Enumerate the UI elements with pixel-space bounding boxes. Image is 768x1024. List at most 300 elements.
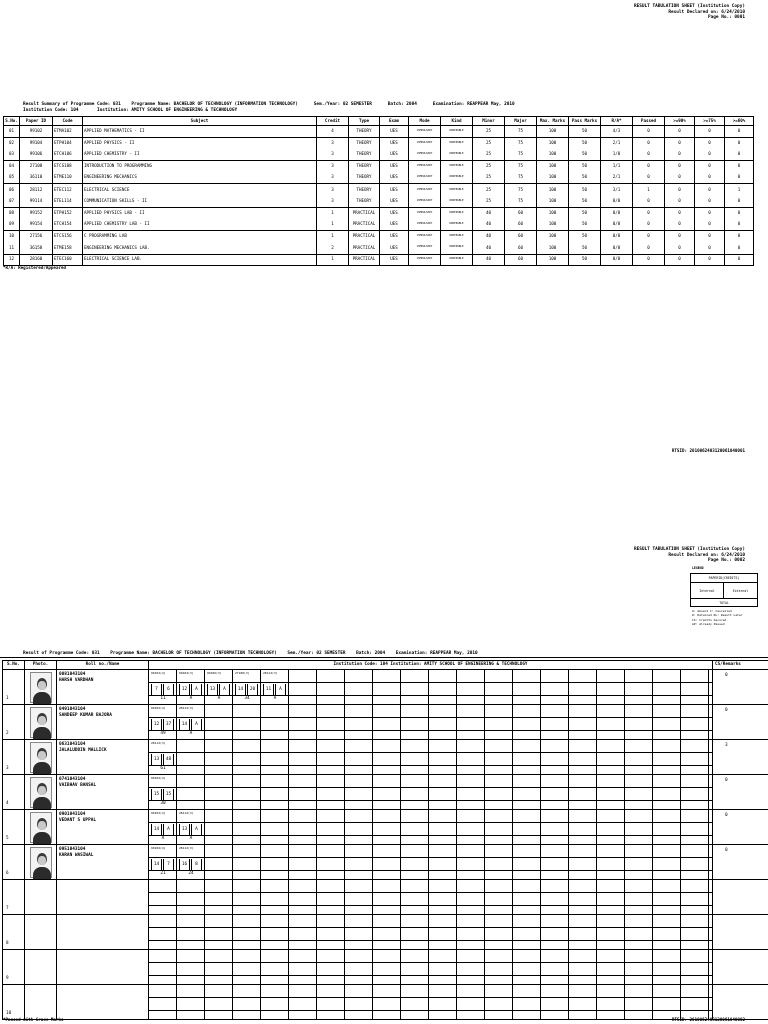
paper-id: 28112(3) [263,671,278,675]
serial-number: 9 [6,976,9,982]
grid-column [569,740,597,775]
marks-grid [149,845,713,880]
grid-column [653,915,681,950]
col-photo: Photo. [25,661,57,670]
summary-cell: ETME110 [53,172,83,184]
marks-cell [149,985,713,1020]
summary-cell: 0 [725,219,754,231]
paper-id: 99102(4) [151,706,166,710]
student-name: VAIBHAV BANSAL [59,782,97,788]
summary-cell: 25 [473,196,505,208]
page2-rtsid: RTSID: 2010062403120061040002 [671,1017,745,1022]
summary-cell: ETCH106 [53,149,83,161]
grid-column [373,740,401,775]
summary-cell: 0 [725,242,754,254]
summary-cell: 0 [633,207,665,219]
serial-number: 10 [6,1011,12,1017]
summary-cell: 1/0 [601,149,633,161]
grid-line [149,822,713,823]
photo-body-shape [33,832,51,844]
grid-column [485,915,513,950]
sno-cell [3,915,25,950]
cs-remarks-cell [713,740,768,775]
grid-column [429,950,457,985]
summary-cell: ENGINEERING MECHANICS [83,172,317,184]
summary-cell: PRACTICAL [349,219,380,231]
grid-column [541,985,569,1020]
total-marks: A [189,731,193,736]
photo-body-shape [33,692,51,704]
summary-cell: 100 [537,196,569,208]
marks-cell [149,705,713,740]
grid-column [513,810,541,845]
summary-cell: COMPULSORY [409,196,441,208]
grid-column [233,775,261,810]
photo-body-shape [33,727,51,739]
summary-col-header: Pass Marks [569,117,601,126]
marks-grid [149,880,713,915]
summary-cell: 100 [537,149,569,161]
grid-column [345,740,373,775]
grid-column [541,740,569,775]
summary-cell: 50 [569,126,601,138]
grid-column [401,985,429,1020]
grid-column [485,950,513,985]
summary-cell: 50 [569,231,601,243]
grid-column [177,880,205,915]
student-photo [30,812,52,843]
summary-cell: 25 [473,184,505,196]
summary-row [4,184,754,196]
grid-column [485,740,513,775]
roll-name [59,847,93,858]
grid-column [289,915,317,950]
summary-cell: 1/1 [601,161,633,173]
grid-column [373,950,401,985]
grid-column [485,705,513,740]
summary-cell: DROPPABLE [441,219,473,231]
external-marks: A [163,824,174,835]
summary-cell: 09 [4,219,20,231]
legend-external: External [732,589,749,593]
page2-header [634,547,745,564]
summary-cell: 1 [317,207,349,219]
internal-marks: 12 [179,684,190,695]
legend-notes [692,609,743,626]
grid-column [485,670,513,705]
paper-id: 99104(3) [179,671,194,675]
summary-cell: UES [380,161,409,173]
grid-column [345,950,373,985]
student-name: JALALUDDIN MALLICK [59,747,107,753]
photo-face-shape [38,716,46,725]
col-institution: Institution Code: 104 Institution: AMITY SCHOOL OF ENGINEERING & TECHNOLOGY [149,661,713,670]
marks-grid [149,915,713,950]
credits-secured: 0 [725,778,728,783]
grid-column [261,985,289,1020]
summary-cell: 28112 [20,184,53,196]
summary-cell: DROPPABLE [441,231,473,243]
summary-cell: 2/1 [601,172,633,184]
internal-marks: 16 [179,859,190,870]
summary-cell: ELECTRICAL SCIENCE LAB. [83,254,317,266]
grid-column [373,915,401,950]
summary-row [4,207,754,219]
summary-col-header: Minor [473,117,505,126]
grid-line [149,927,713,928]
summary-cell: 0 [665,172,695,184]
summary-cell: 03 [4,149,20,161]
grid-column [205,880,233,915]
grid-column [289,670,317,705]
grid-column [485,880,513,915]
serial-number: 5 [6,836,9,842]
tabulation-body [3,670,768,1020]
grid-column [485,845,513,880]
grid-line [149,717,713,718]
internal-marks: 11 [263,684,274,695]
roll-name-cell [57,845,149,880]
summary-cell: 99106 [20,149,53,161]
grid-column [429,810,457,845]
summary-cell: 0 [725,161,754,173]
summary-cell: DROPPABLE [441,242,473,254]
summary-cell: 50 [569,161,601,173]
grid-column [597,775,625,810]
legend-note: AP: Already Passed [692,622,725,627]
student-name: SANDEEP KUMAR BAJORA [59,712,112,718]
grid-column [373,775,401,810]
grid-column [205,985,233,1020]
grid-column [513,915,541,950]
roll-name [59,777,96,788]
photo-cell [25,740,57,775]
summary-cell: 28160 [20,254,53,266]
summary-cell: 1 [317,219,349,231]
summary-cell: PRACTICAL [349,254,380,266]
total-marks: 11 [160,696,166,701]
grid-column [261,775,289,810]
marks-cell [149,915,713,950]
photo-cell [25,670,57,705]
grid-column [569,845,597,880]
grid-column [317,880,345,915]
roll-name-cell [57,810,149,845]
summary-col-header: Max. Marks [537,117,569,126]
grid-column [373,670,401,705]
summary-cell: UES [380,231,409,243]
grid-column [569,705,597,740]
grid-column [681,705,709,740]
grid-column [541,775,569,810]
credits-secured: 3 [725,743,728,748]
external-marks: A [191,719,202,730]
summary-cell: DROPPABLE [441,196,473,208]
summary-cell: 01 [4,126,20,138]
grid-column [233,950,261,985]
serial-number: 3 [6,766,9,772]
grid-column [205,810,233,845]
paper-id: 27108(3) [235,671,250,675]
summary-cell: COMPULSORY [409,231,441,243]
summary-col-header: Type [349,117,380,126]
summary-cell: 75 [505,196,537,208]
summary-cell: 0 [665,126,695,138]
roll-number: 0741043104 [59,777,86,782]
grid-column [653,670,681,705]
summary-cell: 75 [505,137,537,149]
summary-cell: COMPULSORY [409,207,441,219]
summary-row [4,161,754,173]
summary-cell: 0 [633,196,665,208]
grid-column [233,985,261,1020]
grid-line [149,892,713,893]
paper-id: 99102(4) [151,811,166,815]
summary-cell: 0 [695,149,725,161]
page1-footnote: *R/A: Registered/Appeared [3,265,67,270]
grid-column [317,950,345,985]
credits-secured: 0 [725,813,728,818]
student-row [3,845,768,880]
grid-column [653,705,681,740]
grid-column [317,705,345,740]
summary-cell: ETCS156 [53,231,83,243]
grid-column [149,915,177,950]
grid-column [513,740,541,775]
external-marks: A [219,684,230,695]
summary-cell: 02 [4,137,20,149]
external-marks: A [191,684,202,695]
student-photo [30,777,52,808]
summary-cell: 0 [695,231,725,243]
summary-cell: 100 [537,207,569,219]
grid-column [401,950,429,985]
summary-cell: 0/0 [601,196,633,208]
marks-grid [149,985,713,1020]
grid-column [373,845,401,880]
legend-paper-head: PAPERID(CREDITS) [691,574,757,583]
page2-declared: Result Declared on: 6/24/2010 [668,552,745,558]
grid-column [429,915,457,950]
legend-note: D: Detained RL: Result Later [692,613,743,618]
legend-note: CS: Credits Secured [692,617,727,622]
external-marks: 15 [163,789,174,800]
summary-cell: 0 [665,196,695,208]
external-marks: 8 [191,859,202,870]
grid-column [289,740,317,775]
grid-column [513,845,541,880]
summary-cell: 75 [505,184,537,196]
summary-cell: THEORY [349,149,380,161]
page1-page-no: Page No.: 0001 [707,15,745,21]
marks-grid [149,950,713,985]
grid-column [345,705,373,740]
summary-row [4,231,754,243]
paper-id: 28112(3) [179,706,194,710]
summary-cell: 25 [473,149,505,161]
grid-column [653,810,681,845]
summary-cell: 05 [4,172,20,184]
summary-cell: 0 [695,254,725,266]
summary-cell: UES [380,219,409,231]
grid-column [681,845,709,880]
paper-id: 99102(4) [151,846,166,850]
page1-title: RESULT TABULATION SHEET (Institution Copy) [633,4,745,9]
summary-cell: APPLIED MATHEMATICS - II [83,126,317,138]
summary-cell: 0 [665,231,695,243]
serial-number: 2 [6,731,9,737]
grid-column [625,915,653,950]
grid-column [345,985,373,1020]
grid-line [149,800,713,801]
summary-cell: COMPULSORY [409,137,441,149]
grid-line [149,682,713,683]
summary-col-header: S.No. [4,117,20,126]
summary-cell: 0 [665,149,695,161]
student-row [3,740,768,775]
grid-column [401,880,429,915]
marks-cell [149,740,713,775]
marks-cell [149,775,713,810]
summary-cell: 60 [505,219,537,231]
summary-cell: 0 [695,242,725,254]
grid-column [149,950,177,985]
sno-cell [3,985,25,1020]
summary-cell: 50 [569,137,601,149]
summary-cell: 100 [537,161,569,173]
summary-cell: 0 [665,137,695,149]
credits-secured: 0 [725,673,728,678]
marks-cell [149,810,713,845]
external-marks: 48 [163,754,174,765]
grid-line [149,997,713,998]
summary-cell: 50 [569,219,601,231]
paper-id: 99102(4) [151,776,166,780]
cs-remarks-cell [713,950,768,985]
summary-cell: 06 [4,184,20,196]
summary-cell: COMPULSORY [409,149,441,161]
grid-column [429,985,457,1020]
grid-line [149,1010,713,1011]
cs-remarks-cell [713,845,768,880]
photo-face-shape [38,821,46,830]
photo-cell [25,705,57,740]
summary-col-header: >=90% [665,117,695,126]
summary-cell: 0 [695,137,725,149]
student-row [3,985,768,1020]
internal-marks: 7 [151,684,162,695]
summary-cell: 0 [633,254,665,266]
summary-cell: 27156 [20,231,53,243]
cs-remarks-cell [713,810,768,845]
summary-cell: PRACTICAL [349,231,380,243]
grid-column [541,845,569,880]
summary-cell: UES [380,137,409,149]
photo-face-shape [38,856,46,865]
summary-row [4,196,754,208]
summary-cell: APPLIED CHEMISTRY - II [83,149,317,161]
grid-column [205,950,233,985]
summary-cell: ETPH152 [53,207,83,219]
grid-column [457,845,485,880]
grid-column [317,775,345,810]
credits-secured: 0 [725,848,728,853]
cs-remarks-cell [713,705,768,740]
summary-cell: 25 [473,161,505,173]
summary-cell: 25 [473,172,505,184]
summary-cell: APPLIED PHYSICS LAB - II [83,207,317,219]
grid-column [597,810,625,845]
grid-column [177,775,205,810]
paper-id: 28112(3) [179,846,194,850]
summary-col-header: Exam [380,117,409,126]
student-photo [30,847,52,878]
summary-cell: 99102 [20,126,53,138]
grid-column [317,670,345,705]
summary-cell: UES [380,172,409,184]
sno-cell [3,705,25,740]
grid-column [345,775,373,810]
grid-column [625,740,653,775]
tabulation-header-row [3,661,768,670]
page1-rtsid: RTSID: 2010062403120061040001 [671,448,745,453]
grid-column [681,880,709,915]
summary-row [4,149,754,161]
grid-column [597,915,625,950]
summary-cell: 3 [317,149,349,161]
grid-column [373,880,401,915]
sno-cell [3,880,25,915]
sno-cell [3,775,25,810]
summary-cell: 0 [633,161,665,173]
grid-column [625,950,653,985]
grid-column [177,985,205,1020]
internal-marks: 13 [179,824,190,835]
student-row [3,915,768,950]
page2-title: RESULT TABULATION SHEET (Institution Copy) [633,547,745,552]
grid-column [541,915,569,950]
marks-grid [149,810,713,845]
summary-cell: THEORY [349,172,380,184]
grid-column [569,670,597,705]
grid-column [597,845,625,880]
external-marks: 20 [247,684,258,695]
grid-column [457,705,485,740]
grid-column [289,985,317,1020]
summary-cell: 0/0 [601,231,633,243]
grid-column [541,880,569,915]
summary-cell: 60 [505,242,537,254]
photo-cell [25,950,57,985]
grid-column [401,740,429,775]
summary-cell: 2 [317,242,349,254]
internal-marks: 14 [235,684,246,695]
total-marks: A [189,836,193,841]
summary-cell: ETEC160 [53,254,83,266]
grid-column [261,845,289,880]
photo-cell [25,880,57,915]
summary-cell: COMPULSORY [409,184,441,196]
summary-cell: 100 [537,231,569,243]
grid-column [401,845,429,880]
cs-remarks-cell [713,670,768,705]
grid-column [205,705,233,740]
student-row [3,810,768,845]
internal-marks: 13 [207,684,218,695]
grid-column [681,775,709,810]
grid-column [597,985,625,1020]
marks-grid [149,775,713,810]
